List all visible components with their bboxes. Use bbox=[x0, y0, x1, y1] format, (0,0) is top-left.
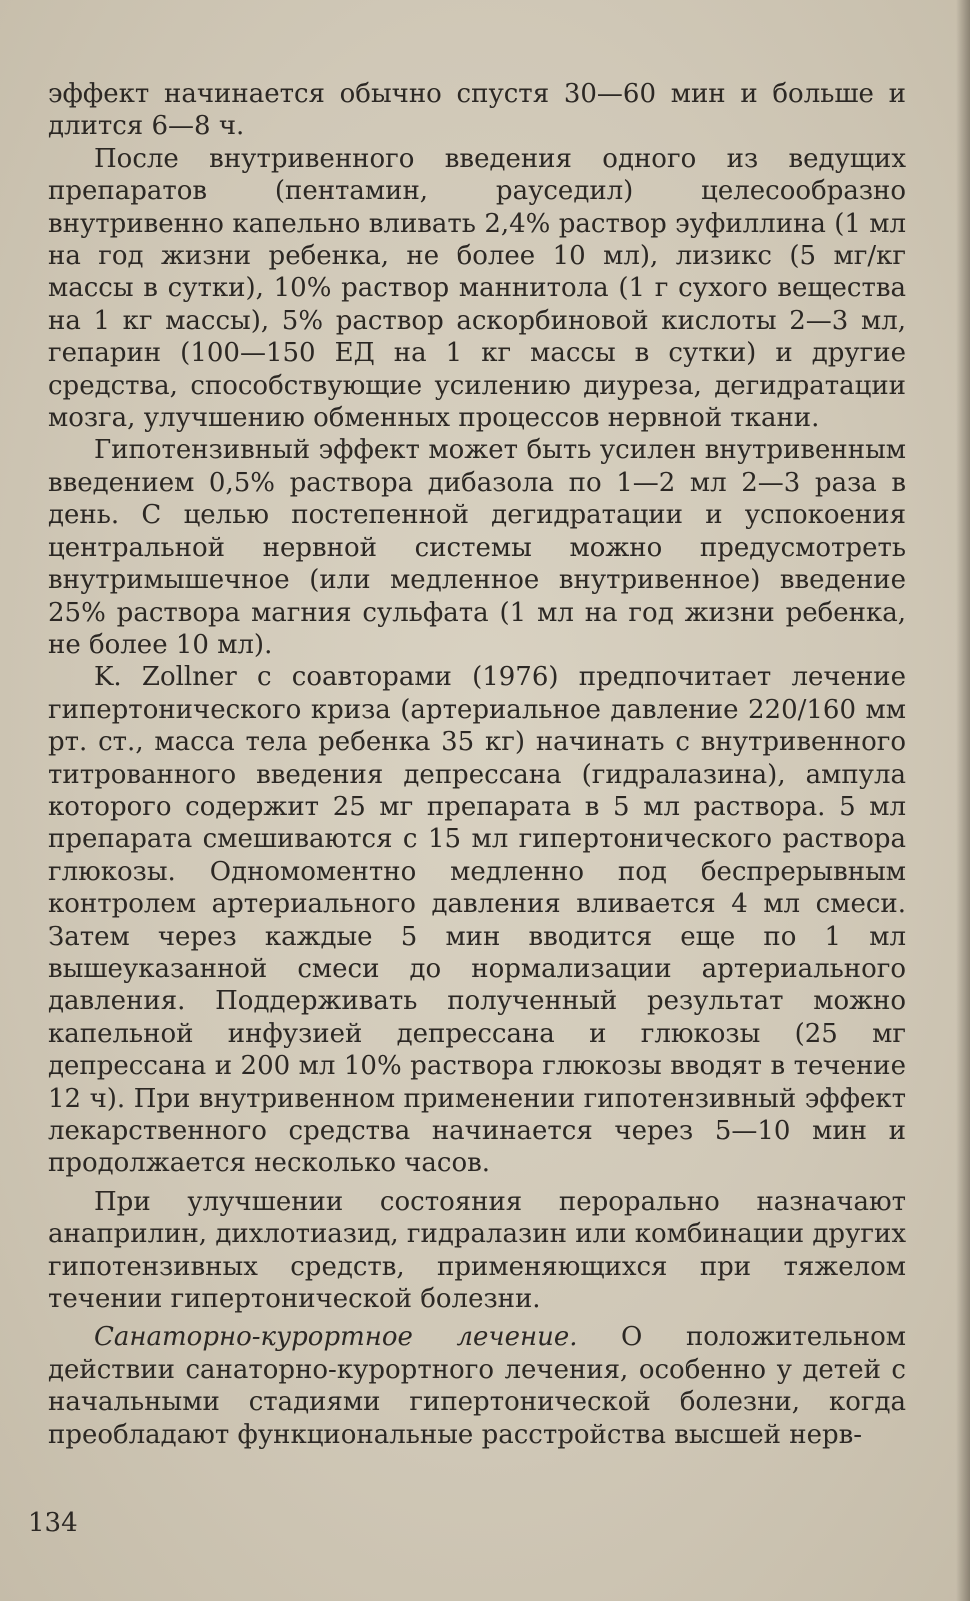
paragraph-intravenous-drugs: После внутривенного введения одного из ведущих препаратов (пентамин, рауседил) целесообразно внутривенно капельно вливать 2,4% раствор эуфиллина (1 мл на год жизни ребенка, не более 10 мл), лизикс (5 мг/кг массы в сутки), 10% раствор маннитола (1 г сухого вещества на 1 кг массы), 5% раствор аскорбиновой кислоты 2—3 мл, гепарин (100—150 ЕД на 1 кг массы в сутки) и другие средства, способствующие усилению диуреза, дегидратации мозга, улучшению обменных процессов нервной ткани. bbox=[48, 143, 906, 434]
body-text bbox=[48, 78, 906, 1451]
page-number: 134 bbox=[28, 1508, 78, 1538]
paragraph-sanatorium bbox=[48, 1321, 906, 1451]
sanatorium-text: О положительном действии санаторно-курортного лечения, особенно у детей с начальными стадиями гипертонической болезни, когда преобладают функциональные расстройства высшей нерв- bbox=[48, 1322, 906, 1450]
paragraph-hypotensive-effect: Гипотензивный эффект может быть усилен внутривенным введением 0,5% раствора дибазола по 1—2 мл 2—3 раза в день. С целью постепенной дегидратации и успокоения центральной нервной системы можно предусмотреть внутримышечное (или медленное внутривенное) введение 25% раствора магния сульфата (1 мл на год жизни ребенка, не более 10 мл). bbox=[48, 435, 906, 660]
sanatorium-heading: Санаторно-курортное лечение. bbox=[94, 1322, 578, 1353]
paragraph-continuation: эффект начинается обычно спустя 30—60 мин и больше и длится 6—8 ч. bbox=[48, 79, 906, 142]
paragraph-oral-therapy: При улучшении состояния перорально назначают анаприлин, дихлотиазид, гидралазин или комбинации других гипотензивных средств, применяющихся при тяжелом течении гипертонической болезни. bbox=[48, 1186, 906, 1315]
paragraph-zollner-method: K. Zollner с соавторами (1976) предпочитает лечение гипертонического криза (артериальное давление 220/160 мм рт. ст., масса тела ребенка 35 кг) начинать с внутривенного титрованного введения депрессана (гидралазина), ампула которого содержит 25 мг препарата в 5 мл раствора. 5 мл препарата смешиваются с 15 мл гипертонического раствора глюкозы. Одномоментно медленно под беспрерывным контролем артериального давления вливается 4 мл смеси. Затем через каждые 5 мин вводится еще по 1 мл вышеуказанной смеси до нормализации артериального давления. Поддерживать полученный результат можно капельной инфузией депрессана и глюкозы (25 мг депрессана и 200 мл 10% раствора глюкозы вводят в течение 12 ч). При внутривенном применении гипотензивный эффект лекарственного средства начинается через 5—10 мин и продолжается несколько часов. bbox=[48, 662, 906, 1179]
page-edge-shadow bbox=[956, 0, 970, 1601]
